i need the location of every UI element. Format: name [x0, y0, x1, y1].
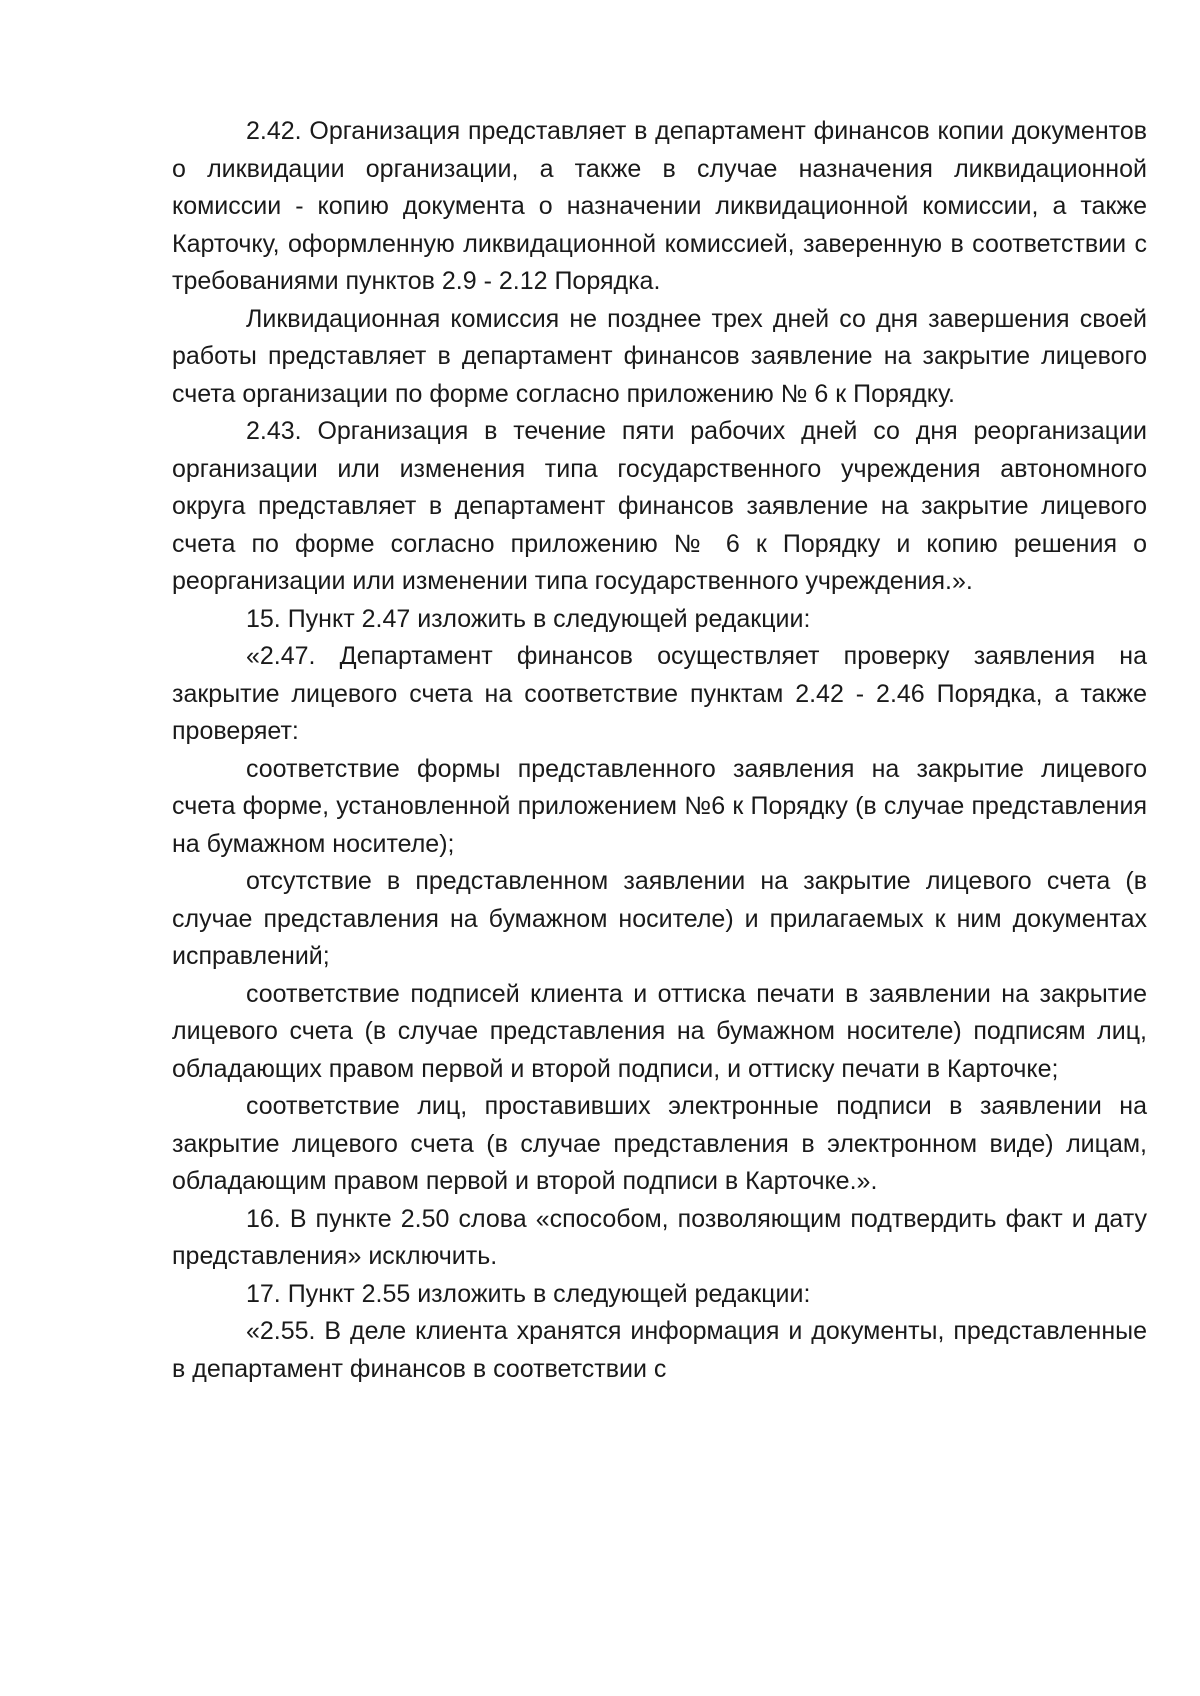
paragraph-2-43: 2.43. Организация в течение пяти рабочих дней со дня реорганизации организации или изменения типа государственного учреждения автономного округа представляет в департамент финансов заявление на закрытие лицевого счета по форме согласно приложению № 6 к Порядку и копию решения о реорганизации или изменении типа государственного учреждения.». — [172, 417, 1147, 595]
paragraph-2-47: «2.47. Департамент финансов осуществляет проверку заявления на закрытие лицевого счета на соответствие пунктам 2.42 - 2.46 Порядка, а также проверяет: — [172, 642, 1147, 745]
paragraph-electronic-signatures-check: соответствие лиц, проставивших электронные подписи в заявлении на закрытие лицевого счета (в случае представления в электронном виде) лицам, обладающим правом первой и второй подписи в Карточке.». — [172, 1092, 1147, 1195]
paragraph-liquidation-commission: Ликвидационная комиссия не позднее трех дней со дня завершения своей работы представляет в департамент финансов заявление на закрытие лицевого счета организации по форме согласно приложению № 6 к Порядку. — [172, 304, 1147, 408]
paragraph-signatures-check: соответствие подписей клиента и оттиска печати в заявлении на закрытие лицевого счета (в случае представления на бумажном носителе) подписям лиц, обладающих правом первой и второй подписи, и оттиску печати в Карточке; — [172, 979, 1147, 1083]
paragraph-item-15: 15. Пункт 2.47 изложить в следующей редакции: — [246, 604, 811, 633]
paragraph-2-55: «2.55. В деле клиента хранятся информация и документы, представленные в департамент финансов в соответствии с — [172, 1317, 1147, 1383]
paragraph-item-17: 17. Пункт 2.55 изложить в следующей редакции: — [246, 1279, 811, 1308]
paragraph-item-16: 16. В пункте 2.50 слова «способом, позволяющим подтвердить факт и дату представления» исключить. — [172, 1204, 1147, 1270]
paragraph-corrections-check: отсутствие в представленном заявлении на закрытие лицевого счета (в случае представления на бумажном носителе) и прилагаемых к ним документах исправлений; — [172, 867, 1147, 970]
paragraph-2-42: 2.42. Организация представляет в департамент финансов копии документов о ликвидации организации, а также в случае назначения ликвидационной комиссии - копию документа о назначении ликвидационной комиссии, а также Карточку, оформленную ликвидационной комиссией, заверенную в соответствии с требованиями пунктов 2.9 - 2.12 Порядка. — [172, 117, 1147, 295]
document-body — [172, 113, 1147, 1388]
paragraph-form-check: соответствие формы представленного заявления на закрытие лицевого счета форме, установленной приложением №6 к Порядку (в случае представления на бумажном носителе); — [172, 754, 1147, 858]
